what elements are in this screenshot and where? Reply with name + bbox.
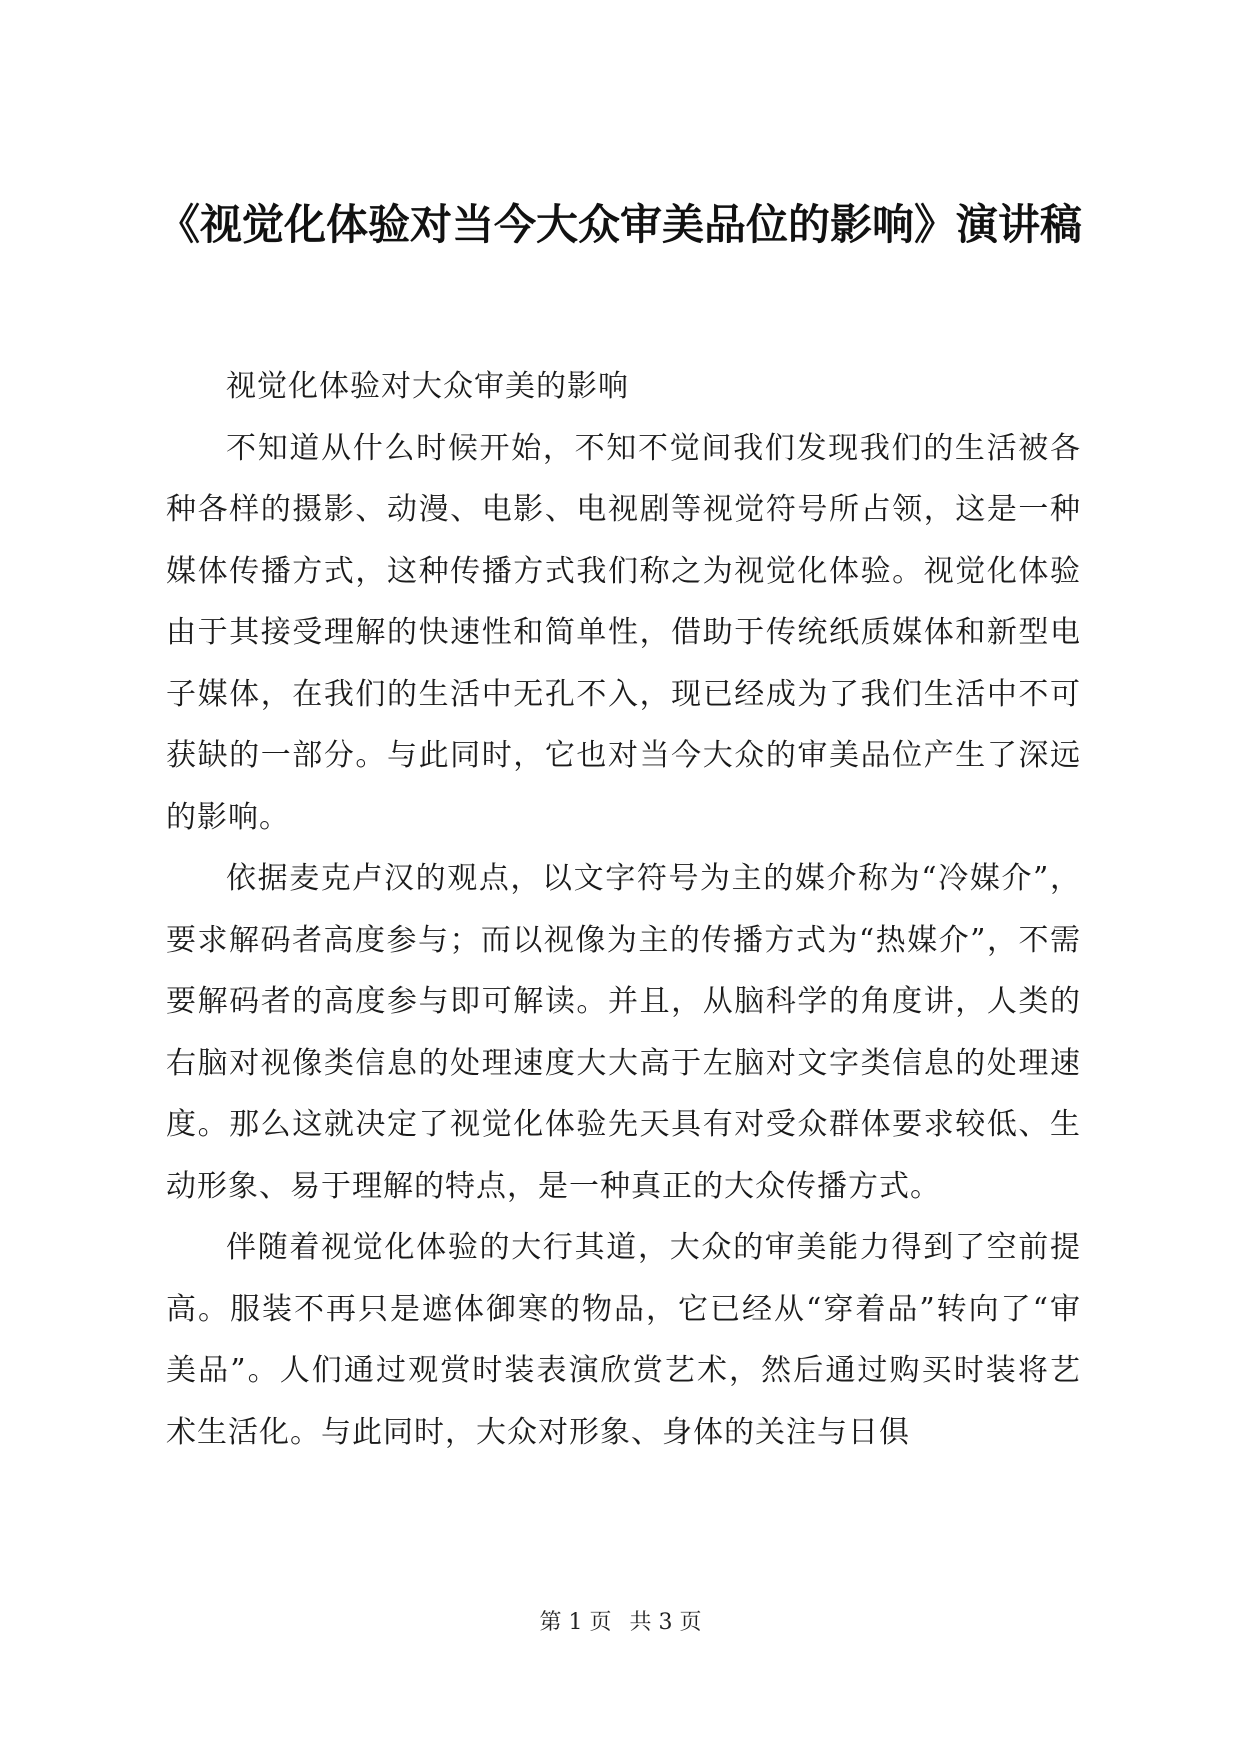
paragraph: 不知道从什么时候开始，不知不觉间我们发现我们的生活被各种各样的摄影、动漫、电影、电视剧等视觉符号所占领，这是一种媒体传播方式，这种传播方式我们称之为视觉化体验。视觉化体验由于其接受理解的快速性和简单性，借助于传统纸质媒体和新型电子媒体，在我们的生活中无孔不入，现已经成为了我们生活中不可获缺的一部分。与此同时，它也对当今大众的审美品位产生了深远的影响。	[166, 430, 1081, 835]
page-count: 共 3 页	[629, 1610, 702, 1635]
paragraph: 伴随着视觉化体验的大行其道，大众的审美能力得到了空前提高。服装不再只是遮体御寒的物品，它已经从“穿着品”转向了“审美品”。人们通过观赏时装表演欣赏艺术，然后通过购买时装将艺术生活化。与此同时，大众对形象、身体的关注与日俱	[166, 1230, 1081, 1450]
page-number: 第 1 页	[539, 1610, 612, 1635]
paragraph-subtitle: 视觉化体验对大众审美的影响	[226, 369, 629, 404]
document-title: 《视觉化体验对当今大众审美品位的影响》演讲稿	[157, 200, 1082, 249]
document-body	[166, 356, 1081, 1463]
paragraph: 依据麦克卢汉的观点，以文字符号为主的媒介称为“冷媒介”，要求解码者高度参与；而以视像为主的传播方式为“热媒介”，不需要解码者的高度参与即可解读。并且，从脑科学的角度讲，人类的右脑对视像类信息的处理速度大大高于左脑对文字类信息的处理速度。那么这就决定了视觉化体验先天具有对受众群体要求较低、生动形象、易于理解的特点，是一种真正的大众传播方式。	[166, 861, 1081, 1204]
page-footer	[0, 1608, 1241, 1638]
